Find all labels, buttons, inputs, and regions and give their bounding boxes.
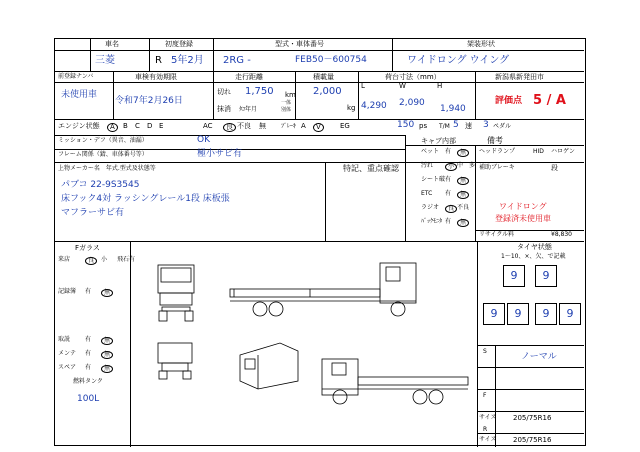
left-row-4-label: スペア — [58, 364, 77, 371]
tank-label: 燃料タンク — [73, 378, 103, 385]
cab-row-3-opt-1: 無 — [457, 191, 469, 199]
truck-rear-view — [158, 343, 192, 379]
left-row-2-opt-1: 無 — [101, 337, 113, 345]
left-row-2-opt-0: 有 — [85, 336, 92, 343]
truck-side-view-top — [230, 263, 416, 316]
frame-value: 極小サビ有 — [197, 149, 243, 159]
left-row-4-opt-0: 有 — [85, 364, 92, 371]
cab-row-4-opt-0: 良 — [445, 205, 457, 213]
cab-row-4-label: ラジオ — [421, 204, 440, 211]
cab-row-3-label: ETC — [421, 190, 433, 197]
chassis-value: FEB50－600754 — [295, 55, 367, 65]
hid-option: HID — [533, 148, 544, 155]
load-label: 積載量 — [313, 73, 334, 81]
L-label: L — [361, 82, 365, 90]
mileage-label: 走行距離 — [235, 73, 263, 81]
rear-size-label: サイズ — [479, 436, 497, 443]
eg-label: EG — [340, 122, 350, 130]
load-value: 2,000 — [313, 86, 342, 97]
plate-value: 未使用車 — [61, 90, 98, 100]
cab-title: キャブ内部 — [421, 137, 456, 145]
plate-label: 前登録ナンバ — [58, 73, 94, 80]
left-row-1-label: 記録簿 — [58, 288, 77, 295]
tire-rear-4: 9 — [559, 303, 581, 325]
cab-row-1-label: 汚れ — [421, 162, 434, 169]
cargo-label: 荷台寸法（mm） — [385, 73, 441, 81]
tire-front-right: 9 — [535, 265, 557, 287]
recycle-label: リサイクル料 — [479, 231, 515, 238]
rear-size-value: 205/75R16 — [513, 436, 552, 444]
meter-type-2: 別体 — [281, 107, 292, 113]
ps-unit: ps — [419, 122, 428, 130]
halogen-option: ハロゲン — [551, 148, 575, 155]
reg-era: R — [155, 55, 162, 66]
tire-rear-3: 9 — [535, 303, 557, 325]
engine-grade-e: E — [159, 122, 164, 130]
left-row-4-opt-1: 無 — [101, 365, 113, 373]
gear-value: 5 — [453, 120, 459, 130]
remark-line-2: 登録済未使用車 — [495, 214, 551, 223]
pedal-unit: ペダル — [493, 123, 512, 130]
truck-diagram — [150, 259, 470, 409]
headlamp-label: ヘッドランプ — [479, 148, 516, 155]
truck-front-view — [158, 265, 194, 321]
gear-unit: 速 — [465, 122, 472, 130]
left-row-1-opt-1: 無 — [101, 289, 113, 297]
frame-label: フレーム関係（錆、車体番号等） — [58, 151, 148, 158]
length-value: 4,290 — [361, 101, 387, 111]
maker-value: 三菱 — [95, 55, 115, 66]
cab-row-0-opt-1: 無 — [457, 149, 469, 157]
rear-size-r-label: R — [483, 426, 488, 433]
cab-row-1-opt-0: 小 — [445, 163, 457, 171]
meter-type-1: 一体 — [281, 100, 292, 106]
mileage-value: 1,750 — [245, 86, 274, 97]
cab-row-2-opt-1: 無 — [457, 177, 469, 185]
brake-a: A — [301, 122, 306, 130]
left-row-0-opt-1: 小 — [101, 256, 108, 263]
location: 新潟県新発田市 — [495, 73, 544, 81]
front-size-f-label: F — [483, 392, 487, 399]
inspect-value: 令和7年2月26日 — [115, 96, 183, 106]
equip-label: 上物メーカー名 年式.型式及状態等 — [58, 165, 156, 172]
tank-value: 100L — [77, 394, 100, 404]
grade-label: 評価点 — [495, 96, 523, 106]
front-size-value: 205/75R16 — [513, 414, 552, 422]
model-value: 2RG - — [223, 55, 251, 66]
spare-s-label: S — [483, 348, 487, 355]
engine-grade-b: B — [123, 122, 128, 130]
cab-row-5-opt-0: 有 — [445, 218, 452, 225]
tire-title: タイヤ状態 — [517, 243, 552, 251]
cab-row-5-opt-1: 無 — [457, 219, 469, 227]
W-label: W — [399, 82, 406, 90]
cab-row-1-opt-1: 中 — [457, 162, 464, 169]
cab-row-2-label: シート破 — [421, 176, 446, 183]
maker-label: 車名 — [105, 40, 119, 48]
tire-type: ノーマル — [521, 352, 557, 362]
erase-label: 抹消 — [217, 105, 231, 113]
ac-label: AC — [203, 122, 213, 130]
special-label: 特記、重点確認 — [343, 164, 399, 173]
tire-legend: 1～10、×、欠、で記載 — [501, 253, 566, 260]
aux-brake-value: 段 — [551, 164, 558, 172]
body-value: ワイドロング ウイング — [407, 55, 510, 66]
H-label: H — [437, 82, 443, 90]
cab-row-3-opt-0: 有 — [445, 190, 452, 197]
mission-value: OK — [197, 135, 210, 145]
tire-front-left: 9 — [503, 265, 525, 287]
cab-row-5-label: ﾊﾞｯｸﾓﾆﾀ — [421, 218, 443, 225]
equip-line-3: マフラーサビ有 — [61, 208, 125, 218]
brake-v: V — [313, 123, 324, 132]
equip-line-2: 床フック4対 ラッシングレール1段 床板張 — [61, 194, 230, 204]
cab-row-2-opt-0: 有 — [445, 176, 452, 183]
truck-cab-3quarter-view — [240, 343, 298, 389]
brake-label: ﾌﾞﾚｰｷ — [281, 123, 297, 130]
engine-grade-c: C — [135, 122, 140, 130]
left-row-1-opt-0: 有 — [85, 288, 92, 295]
kg-unit: kg — [347, 104, 356, 112]
engine-grade-a: A — [107, 123, 118, 132]
grade-value: 5 / A — [533, 93, 566, 108]
body-label: 架装形状 — [467, 40, 495, 48]
left-row-3-opt-1: 無 — [101, 351, 113, 359]
first-reg-label: 初度登録 — [165, 40, 193, 48]
tm-label: T/M — [439, 123, 450, 130]
remark-line-1: ワイドロング — [499, 202, 547, 211]
cab-row-0-label: ベット — [421, 148, 440, 155]
cab-row-0-opt-0: 有 — [445, 148, 452, 155]
engine-grade-d: D — [147, 122, 153, 130]
switch-label: 切れ — [217, 88, 231, 96]
engine-label: エンジン状態 — [58, 122, 100, 130]
fglass-label: Fガラス — [75, 244, 100, 252]
recycle-value: ¥8,830 — [551, 231, 572, 238]
model-label: 型式・車体番号 — [275, 40, 324, 48]
left-row-3-label: メンテ — [58, 350, 77, 357]
ac-good: 良 — [223, 123, 236, 132]
width-value: 2,090 — [399, 98, 425, 108]
left-row-0-opt-2: 飛石有 — [117, 256, 136, 263]
tire-rear-2: 9 — [507, 303, 529, 325]
height-value: 1,940 — [440, 104, 466, 114]
pedal-value: 3 — [483, 120, 489, 130]
left-row-0-label: 来店 — [58, 256, 71, 263]
left-row-3-opt-0: 有 — [85, 350, 92, 357]
aux-brake-label: 補助ブレーキ — [479, 164, 515, 171]
mission-label: ミッション・デフ（異音、油漏） — [58, 137, 148, 144]
inspect-label: 車検有効期限 — [135, 73, 177, 81]
ac-none: 無 — [259, 122, 266, 130]
tire-rear-1: 9 — [483, 303, 505, 325]
left-row-0-opt-0: 良 — [85, 257, 97, 265]
equip-line-1: パブコ 22-9S3545 — [61, 180, 140, 190]
remarks-title: 備考 — [487, 136, 503, 145]
km-unit: km — [285, 91, 296, 99]
meter-label: ﾀｺ年月 — [239, 106, 258, 113]
ac-bad: 不良 — [237, 122, 251, 130]
front-size-label: サイズ — [479, 414, 497, 421]
inspection-sheet — [54, 38, 586, 446]
truck-side-view-bottom — [322, 359, 468, 404]
left-row-2-label: 取説 — [58, 336, 71, 343]
cab-row-1-opt-2: 多 — [469, 162, 476, 169]
ps-value: 150 — [397, 120, 415, 130]
cab-row-4-opt-1: 不良 — [457, 204, 470, 211]
first-reg-value: 5年2月 — [171, 55, 204, 66]
